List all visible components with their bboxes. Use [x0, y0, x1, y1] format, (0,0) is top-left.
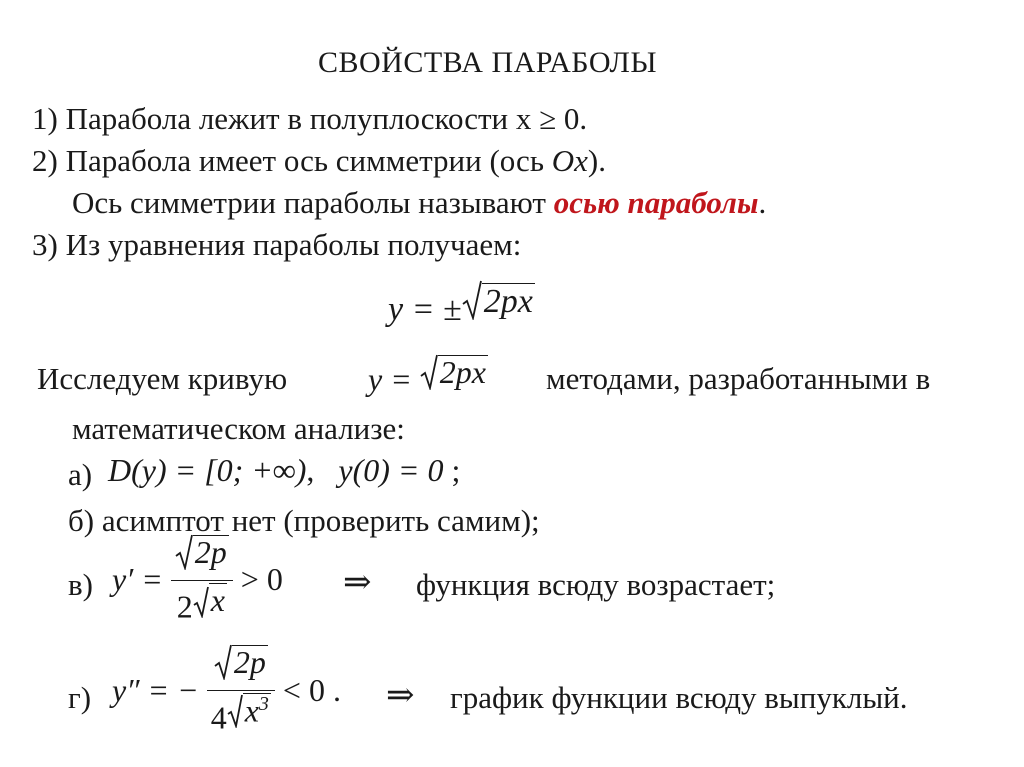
denominator-radicand [243, 693, 271, 728]
main-equation-radicand: 2px [483, 283, 533, 321]
sqrt-symbol [193, 583, 227, 618]
study-equation-radicand: 2px [439, 354, 486, 391]
property-2 [32, 143, 606, 179]
item-v-conclusion: функция всюду возрастает; [416, 567, 776, 602]
first-derivative-fraction [171, 534, 233, 626]
item-g-label: г) [68, 680, 92, 715]
axis-of-parabola-term: осью параболы [553, 185, 759, 220]
fraction-denominator [173, 581, 231, 626]
denominator-radicand: x [210, 582, 225, 618]
second-derivative [112, 644, 341, 736]
property-2-text: 2) Парабола имеет ось симметрии (ось [32, 143, 552, 178]
property-2-note [72, 185, 766, 221]
property-3: 3) Из уравнения параболы получаем: [32, 227, 522, 262]
property-2-note-end: . [758, 185, 767, 220]
main-equation-lhs: y = ± [388, 291, 462, 328]
property-1: 1) Парабола лежит в полуплоскости x ≥ 0. [32, 101, 588, 136]
axis-ox: Ox [551, 143, 588, 178]
item-g-conclusion: график функции всюду выпуклый. [450, 680, 908, 715]
implies-arrow-icon: ⇒ [386, 677, 415, 714]
study-equation [368, 354, 488, 398]
value-at-zero: y(0) = 0 [338, 452, 444, 488]
sqrt-symbol [175, 534, 229, 570]
study-tail: методами, разработанными в [546, 361, 931, 396]
second-derivative-lhs: y″ = − [112, 671, 199, 708]
denominator-base: x [244, 692, 259, 729]
denominator-coefficient: 2 [176, 588, 193, 625]
fraction-denominator [207, 691, 275, 736]
domain-expression: D(y) = [0; +∞) [108, 452, 307, 488]
sqrt-symbol [420, 354, 488, 390]
denominator-exponent: 3 [258, 693, 269, 715]
first-derivative [112, 534, 283, 626]
sqrt-symbol [227, 693, 271, 728]
denominator-coefficient: 4 [210, 699, 227, 736]
implies-arrow-icon: ⇒ [343, 564, 372, 601]
property-2-end: ). [587, 143, 606, 178]
main-equation [388, 280, 535, 329]
numerator-radicand: 2p [194, 534, 227, 571]
fraction-numerator [210, 644, 272, 690]
numerator-radicand: 2p [233, 644, 266, 681]
first-derivative-rhs: > 0 [240, 561, 283, 598]
fraction-numerator [171, 534, 233, 580]
second-derivative-fraction [207, 644, 275, 736]
page-title: СВОЙСТВА ПАРАБОЛЫ [318, 46, 658, 79]
item-a-label: а) [68, 457, 93, 492]
item-a-sep: , [306, 452, 315, 488]
sqrt-symbol [462, 280, 535, 320]
item-v-label: в) [68, 567, 93, 602]
sqrt-symbol [214, 644, 268, 680]
item-a-end: ; [451, 452, 461, 488]
second-derivative-rhs: < 0 . [282, 671, 341, 708]
study-equation-lhs: y = [368, 361, 412, 397]
property-2-note-text: Ось симметрии параболы называют [72, 185, 554, 220]
first-derivative-lhs: y′ = [112, 561, 163, 598]
item-b: б) асимптот нет (проверить самим); [68, 503, 540, 538]
study-line2: математическом анализе: [72, 411, 405, 446]
item-a-expr [108, 452, 460, 489]
study-intro: Исследуем кривую [37, 361, 288, 396]
